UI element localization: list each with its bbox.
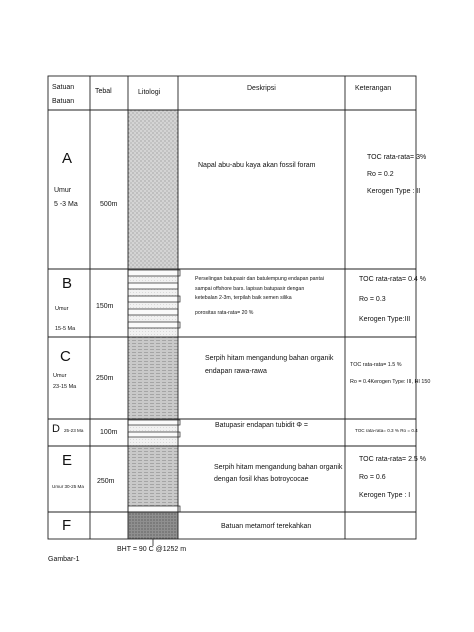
remarks-d: TOC rata-rata= 0.3 % Ro = 0.4: [355, 428, 418, 433]
lithology-unit-a: [128, 110, 178, 269]
description-a: Napal abu-abu kaya akan fossil foram: [198, 162, 316, 169]
lithology-unit-c: [128, 337, 178, 419]
unit-label-c: C: [60, 348, 71, 365]
remarks-a: TOC rata-rata= 3% Ro = 0.2 Kerogen Type : II: [367, 154, 427, 195]
lithology-column: [128, 110, 180, 539]
thickness-b: 150m: [96, 303, 114, 310]
unit-age-d: 25-23 Ma: [64, 428, 84, 433]
description-f: Batuan metamorf terekahkan: [221, 523, 312, 530]
unit-label-a: A: [62, 150, 73, 167]
thickness-a: 500m: [100, 201, 118, 208]
lithology-unit-d: [128, 419, 180, 446]
description-b: Perselingan batupasir dan batulempung endapan pantai sampai offshore bars. lapisan batupasir dengan ketebalan 2-3m, terpilah baik semen silika porositas rata-rata= 20 %: [195, 276, 324, 316]
unit-label-b: B: [62, 275, 73, 292]
header-batuan: Batuan: [52, 98, 75, 105]
description-c: Serpih hitam mengandung bahan organik endapan rawa-rawa: [205, 355, 334, 375]
lithology-unit-f: [128, 512, 178, 539]
unit-age-a: Umur 5 -3 Ma: [54, 187, 78, 208]
unit-age-e: Umur 30-25 Ma: [52, 484, 84, 489]
lithology-unit-e: [128, 446, 178, 510]
bht-label: BHT = 90 C @1252 m: [117, 546, 187, 553]
unit-age-c: Umur 23-15 Ma: [53, 373, 77, 390]
remarks-b: TOC rata-rata= 0.4 % Ro = 0.3 Kerogen Type:III: [359, 276, 426, 323]
unit-label-f: F: [62, 517, 72, 534]
remarks-e: TOC rata-rata= 2.5 % Ro = 0.6 Kerogen Type : I: [359, 456, 426, 499]
header-tebal: Tebal: [95, 88, 112, 95]
description-e: Serpih hitam mengandung bahan organik dengan fosil khas botroycocae: [214, 464, 343, 483]
header-deskripsi: Deskripsi: [247, 85, 276, 92]
header-satuan-batuan: [52, 81, 74, 109]
unit-label-d: D: [52, 423, 60, 435]
unit-age-b: Umur 15-5 Ma: [55, 306, 76, 332]
unit-label-e: E: [62, 452, 73, 469]
header-keterangan: Keterangan: [355, 85, 392, 92]
thickness-c: 250m: [96, 375, 114, 382]
header-litologi: Litologi: [138, 89, 161, 96]
thickness-d: 100m: [100, 429, 118, 436]
header-satuan: Satuan: [52, 84, 75, 91]
thickness-e: 250m: [97, 478, 115, 485]
lithology-unit-b: [128, 270, 180, 336]
description-d: Batupasir endapan tubidit Φ =: [215, 422, 308, 429]
remarks-c: TOC rata-rata= 1.5 % Ro = 0.4Kerogen Type: III, HI 150: [350, 362, 431, 385]
figure-caption: Gambar-1: [48, 556, 80, 563]
